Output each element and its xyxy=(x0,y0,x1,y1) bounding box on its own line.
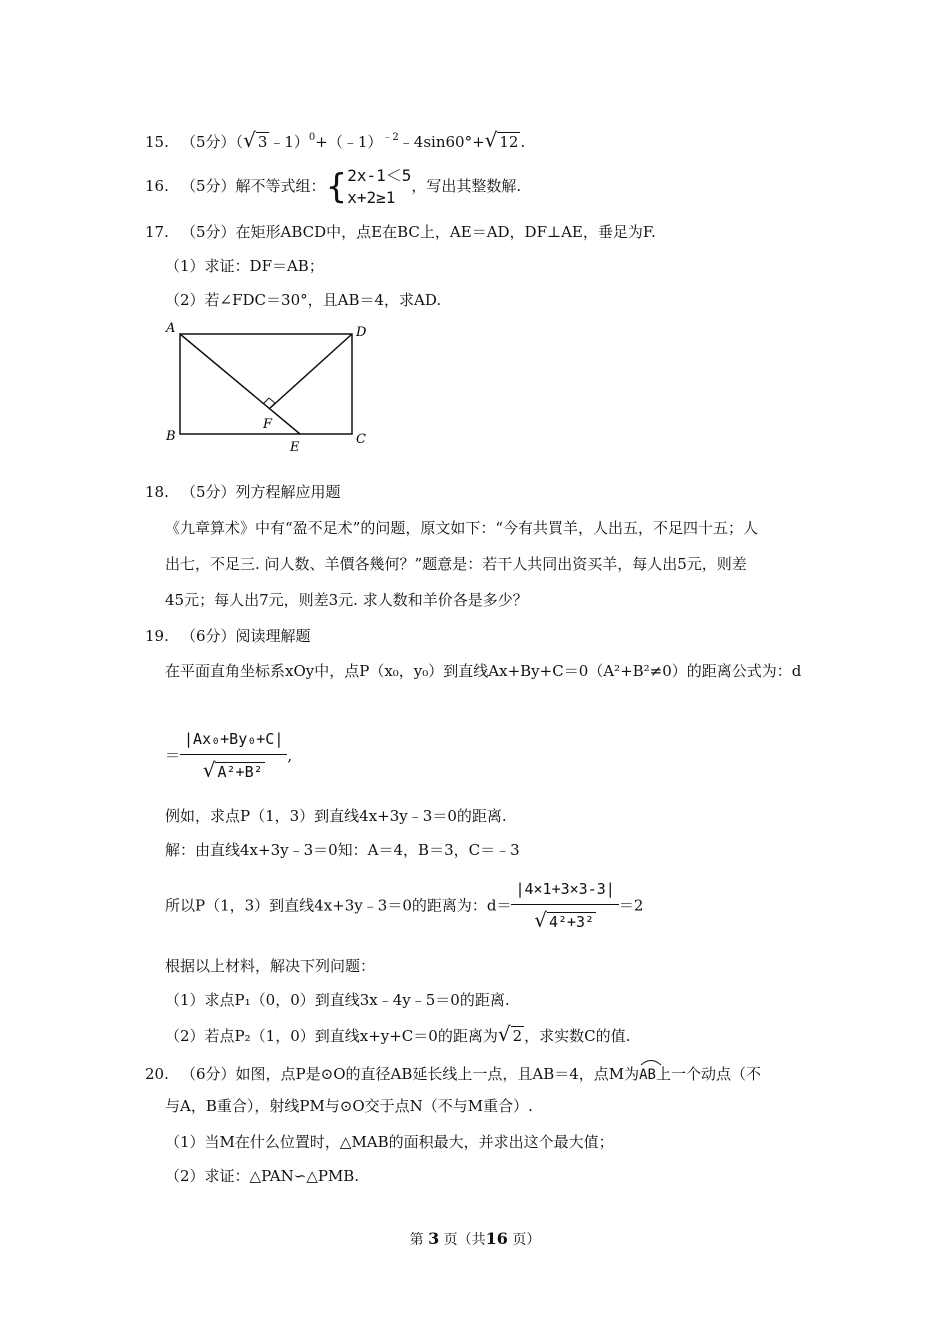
text: （ xyxy=(235,133,244,151)
question-16 xyxy=(145,164,521,209)
text: 如图，点P是⊙O的直径AB延长线上一点，且AB＝4，点M为 xyxy=(235,1065,640,1083)
label-e: E xyxy=(290,440,300,455)
question-number: 20. xyxy=(145,1065,169,1083)
text: 上一个动点（不 xyxy=(655,1065,761,1083)
q20-part1: （1）当M在什么位置时，△MAB的面积最大，并求出这个最大值； xyxy=(165,1133,614,1151)
total-pages: 16 xyxy=(485,1229,508,1248)
text: ＝2 xyxy=(618,896,644,915)
text: ﹣4sin60°+ xyxy=(398,133,485,151)
arc-label: AB xyxy=(639,1067,656,1083)
q18-line2: 出七，不足三. 问人数、羊價各幾何？”题意是：若干人共同出资买羊，每人出5元，则差 xyxy=(165,555,747,573)
sqrt-symbol: √ xyxy=(202,758,216,782)
radicand: 2 xyxy=(512,1027,523,1045)
question-title: 阅读理解题 xyxy=(235,627,311,645)
q19-part2 xyxy=(165,1024,630,1046)
page-footer xyxy=(0,1229,950,1249)
text: ﹣1） xyxy=(269,133,309,151)
q20-part2: （2）求证：△PAN∽△PMB. xyxy=(165,1167,360,1185)
brace-symbol: { xyxy=(325,167,348,207)
q19-example: 例如，求点P（1，3）到直线4x+3y﹣3＝0的距离. xyxy=(165,807,507,825)
text: , xyxy=(287,746,293,765)
question-number: 19. xyxy=(145,627,169,645)
question-number: 15. xyxy=(145,133,169,151)
text: 页（共 xyxy=(443,1232,486,1248)
exponent: ﹣2 xyxy=(382,132,399,143)
question-20 xyxy=(145,1060,761,1085)
exponent: 0 xyxy=(308,132,316,143)
result-denominator xyxy=(511,905,618,935)
text: 解不等式组： xyxy=(235,177,326,195)
question-19 xyxy=(145,626,311,646)
inequality-2: x+2≥1 xyxy=(347,188,396,207)
question-number: 17. xyxy=(145,223,169,241)
arc-symbol xyxy=(639,1058,663,1066)
formula-fraction xyxy=(180,726,287,785)
inequality-1: 2x-1＜5 xyxy=(347,166,412,185)
q19-intro: 在平面直角坐标系xOy中，点P（x₀，y₀）到直线Ax+By+C＝0（A²+B²≠0）的距离公式为：d xyxy=(165,662,802,680)
label-c: C xyxy=(356,432,366,447)
page-number: 3 xyxy=(428,1229,440,1248)
sqrt-symbol: √ xyxy=(497,1022,511,1046)
question-number: 16. xyxy=(145,177,169,195)
question-title: 列方程解应用题 xyxy=(235,483,341,501)
label-f: F xyxy=(263,417,273,432)
q18-line3: 45元；每人出7元，则差3元. 求人数和羊价各是多少？ xyxy=(165,591,528,609)
segment-ae xyxy=(180,334,300,434)
text: 页） xyxy=(512,1232,541,1248)
formula-denominator xyxy=(180,755,287,785)
result-numerator: |4×1+3×3-3| xyxy=(511,876,618,905)
question-stem: 在矩形ABCD中，点E在BC上，AE＝AD，DF⊥AE，垂足为F. xyxy=(235,223,656,241)
q17-part1: （1）求证：DF＝AB； xyxy=(165,257,324,275)
question-15 xyxy=(145,128,525,152)
text: . xyxy=(520,133,526,151)
q18-line1: 《九章算术》中有“盈不足术”的问题，原文如下：“今有共買羊，人出五，不足四十五；人 xyxy=(165,519,759,537)
segment-df xyxy=(269,334,352,409)
text: （2）若点P₂（1，0）到直线x+y+C＝0的距离为 xyxy=(165,1027,498,1045)
radicand: 3 xyxy=(257,133,268,151)
sqrt-symbol: √ xyxy=(484,128,498,152)
formula-numerator: |Ax₀+By₀+C| xyxy=(180,726,287,755)
q19-result xyxy=(165,876,643,935)
score: （6分） xyxy=(181,627,236,645)
score: （5分） xyxy=(181,177,236,195)
text: 所以P（1，3）到直线4x+3y﹣3＝0的距离为：d＝ xyxy=(165,896,512,915)
label-a: A xyxy=(166,321,176,336)
q19-solution: 解：由直线4x+3y﹣3＝0知：A＝4，B＝3，C＝﹣3 xyxy=(165,841,520,859)
text: ，求实数C的值. xyxy=(524,1027,631,1045)
score: （5分） xyxy=(181,133,236,151)
q20-line2: 与A，B重合），射线PM与⊙O交于点N（不与M重合）. xyxy=(165,1097,533,1115)
arc-ab xyxy=(639,1060,656,1085)
question-17 xyxy=(145,222,656,242)
result-fraction xyxy=(511,876,618,935)
label-d: D xyxy=(356,325,367,340)
inequality-system xyxy=(347,165,411,209)
q17-part2: （2）若∠FDC＝30°，且AB＝4，求AD. xyxy=(165,291,442,309)
radicand: A²+B² xyxy=(217,763,263,781)
label-b: B xyxy=(166,429,176,444)
text: +（﹣1） xyxy=(315,133,383,151)
sqrt-symbol: √ xyxy=(243,128,256,152)
text: 第 xyxy=(409,1232,424,1248)
radicand: 12 xyxy=(499,133,519,151)
q19-part1: （1）求点P₁（0，0）到直线3x﹣4y﹣5＝0的距离. xyxy=(165,991,510,1009)
sqrt-symbol: √ xyxy=(534,908,547,932)
question-18 xyxy=(145,482,341,502)
score: （5分） xyxy=(181,483,236,501)
radicand: 4²+3² xyxy=(548,913,595,931)
score: （5分） xyxy=(181,223,236,241)
rectangle-figure xyxy=(160,318,375,458)
equals-sign: ＝ xyxy=(165,746,181,765)
q19-instruction: 根据以上材料，解决下列问题： xyxy=(165,957,376,975)
question-number: 18. xyxy=(145,483,169,501)
score: （6分） xyxy=(181,1065,236,1083)
distance-formula xyxy=(165,726,292,785)
text: ，写出其整数解. xyxy=(411,177,522,195)
